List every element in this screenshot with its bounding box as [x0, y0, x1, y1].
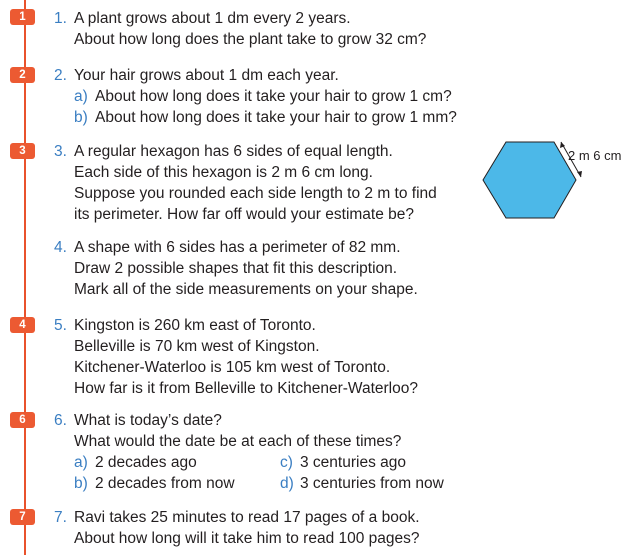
question-text: About how long does the plant take to grow 32 cm? — [74, 31, 427, 48]
part-text: 2 decades ago — [95, 454, 197, 471]
question-text: What would the date be at each of these times? — [74, 433, 402, 450]
question-number: 6. — [54, 412, 67, 429]
question-text: Suppose you rounded each side length to 2 m to find — [74, 185, 437, 202]
question-number: 4. — [54, 239, 67, 256]
tab-1: 1 — [10, 9, 35, 25]
question-number: 3. — [54, 143, 67, 160]
question-number: 2. — [54, 67, 67, 84]
part-letter: b) — [74, 109, 88, 126]
question-text: A regular hexagon has 6 sides of equal length. — [74, 143, 393, 160]
question-text: About how long will it take him to read 100 pages? — [74, 530, 420, 547]
question-text: Each side of this hexagon is 2 m 6 cm long. — [74, 164, 373, 181]
part-letter: d) — [280, 475, 294, 492]
part-text: 3 centuries ago — [300, 454, 406, 471]
question-text: Kingston is 260 km east of Toronto. — [74, 317, 316, 334]
question-text: Draw 2 possible shapes that fit this description. — [74, 260, 398, 277]
tab-3: 3 — [10, 143, 35, 159]
part-letter: a) — [74, 88, 88, 105]
side-length-label: 2 m 6 cm — [568, 148, 622, 163]
question-text: A plant grows about 1 dm every 2 years. — [74, 10, 351, 27]
part-text: About how long does it take your hair to grow 1 mm? — [95, 109, 457, 126]
question-text: its perimeter. How far off would your estimate be? — [74, 206, 415, 223]
tab-4: 4 — [10, 317, 35, 333]
question-text: Belleville is 70 km west of Kingston. — [74, 338, 320, 355]
question-text: What is today’s date? — [74, 412, 222, 429]
question-number: 5. — [54, 317, 67, 334]
part-letter: b) — [74, 475, 88, 492]
question-number: 1. — [54, 10, 67, 27]
question-text: How far is it from Belleville to Kitchener-Waterloo? — [74, 380, 418, 397]
part-text: 2 decades from now — [95, 475, 235, 492]
hexagon-shape — [483, 142, 576, 218]
question-text: Ravi takes 25 minutes to read 17 pages of a book. — [74, 509, 420, 526]
question-text: Kitchener-Waterloo is 105 km west of Toronto. — [74, 359, 391, 376]
question-text: A shape with 6 sides has a perimeter of 82 mm. — [74, 239, 401, 256]
question-number: 7. — [54, 509, 67, 526]
tab-6: 6 — [10, 412, 35, 428]
question-text: Mark all of the side measurements on your shape. — [74, 281, 418, 298]
hexagon-figure — [478, 138, 638, 228]
question-text: Your hair grows about 1 dm each year. — [74, 67, 339, 84]
part-text: 3 centuries from now — [300, 475, 444, 492]
part-letter: a) — [74, 454, 88, 471]
part-letter: c) — [280, 454, 293, 471]
tab-7: 7 — [10, 509, 35, 525]
part-text: About how long does it take your hair to grow 1 cm? — [95, 88, 452, 105]
tab-2: 2 — [10, 67, 35, 83]
margin-rule — [24, 0, 26, 555]
